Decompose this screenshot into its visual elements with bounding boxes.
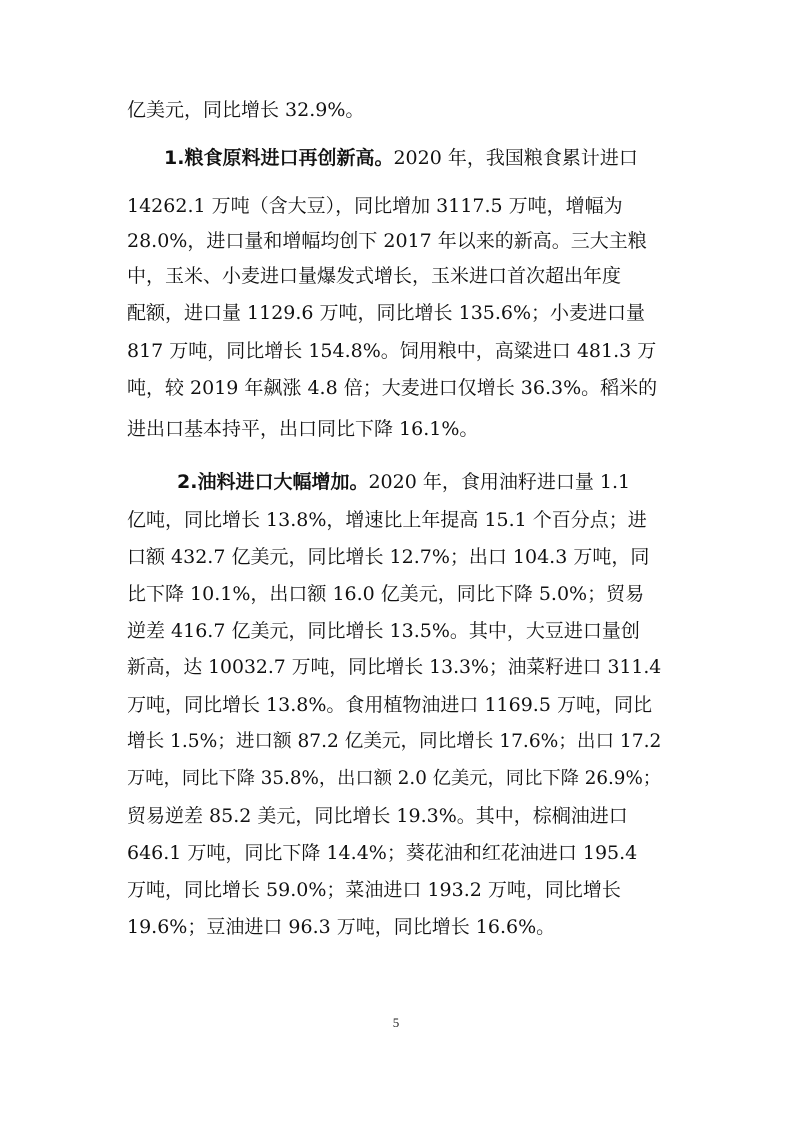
section1-line-0: 2020 年，我国粮食累计进口: [393, 147, 638, 169]
section2-line-7: 增长 1.5%；进口额 87.2 亿美元，同比增长 17.6%；出口 17.2: [127, 731, 662, 752]
section2-line-5: 新高，达 10032.7 万吨，同比增长 13.3%；油菜籽进口 311.4: [127, 657, 662, 678]
section2-line-12: 19.6%；豆油进口 96.3 万吨，同比增长 16.6%。: [127, 916, 556, 938]
section2-line-1: 亿吨，同比增长 13.8%，增速比上年提高 15.1 个百分点；进: [127, 509, 647, 531]
section2-line-8: 万吨，同比下降 35.8%，出口额 2.0 亿美元，同比下降 26.9%；: [127, 768, 662, 789]
section2-line-6: 万吨，同比增长 13.8%。食用植物油进口 1169.5 万吨，同比: [127, 694, 652, 716]
section2-line-2: 口额 432.7 亿美元，同比增长 12.7%；出口 104.3 万吨，同: [127, 546, 650, 568]
section1-heading: 1.粮食原料进口再创新高。: [164, 147, 394, 169]
section2-line-10: 646.1 万吨，同比下降 14.4%；葵花油和红花油进口 195.4: [127, 842, 638, 864]
section1-line-5: 817 万吨，同比增长 154.8%。饲用粮中，高粱进口 481.3 万: [127, 340, 657, 362]
section2-line-4: 逆差 416.7 亿美元，同比增长 13.5%。其中，大豆进口量创: [127, 620, 640, 642]
section2-line-9: 贸易逆差 85.2 美元，同比增长 19.3%。其中，棕榈油进口: [127, 805, 628, 827]
section2-line-3: 比下降 10.1%，出口额 16.0 亿美元，同比下降 5.0%；贸易: [127, 583, 645, 605]
section1-line-1: 14262.1 万吨（含大豆），同比增加 3117.5 万吨，增幅为: [127, 195, 623, 217]
section1-first-line: [164, 146, 664, 170]
section2-line-0: 2020 年，食用油籽进口量 1.1: [368, 471, 631, 493]
page-number: 5: [392, 1015, 400, 1030]
section2-line-11: 万吨，同比增长 59.0%；菜油进口 193.2 万吨，同比增长: [127, 879, 621, 901]
section1-line-2: 28.0%，进口量和增幅均创下 2017 年以来的新高。三大主粮: [127, 230, 647, 252]
section1-line-4: 配额，进口量 1129.6 万吨，同比增长 135.6%；小麦进口量: [127, 302, 646, 324]
section1-line-6: 吨，较 2019 年飙涨 4.8 倍；大麦进口仅增长 36.3%。稻米的: [127, 377, 658, 399]
section2-first-line: [177, 470, 630, 494]
section2-heading: 2.油料进口大幅增加。: [177, 471, 369, 493]
section1-line-7: 进出口基本持平，出口同比下降 16.1%。: [127, 418, 479, 440]
section1-line-3: 中，玉米、小麦进口量爆发式增长，玉米进口首次超出年度: [127, 265, 622, 287]
paragraph-continuation: 亿美元，同比增长 32.9%。: [127, 99, 365, 121]
